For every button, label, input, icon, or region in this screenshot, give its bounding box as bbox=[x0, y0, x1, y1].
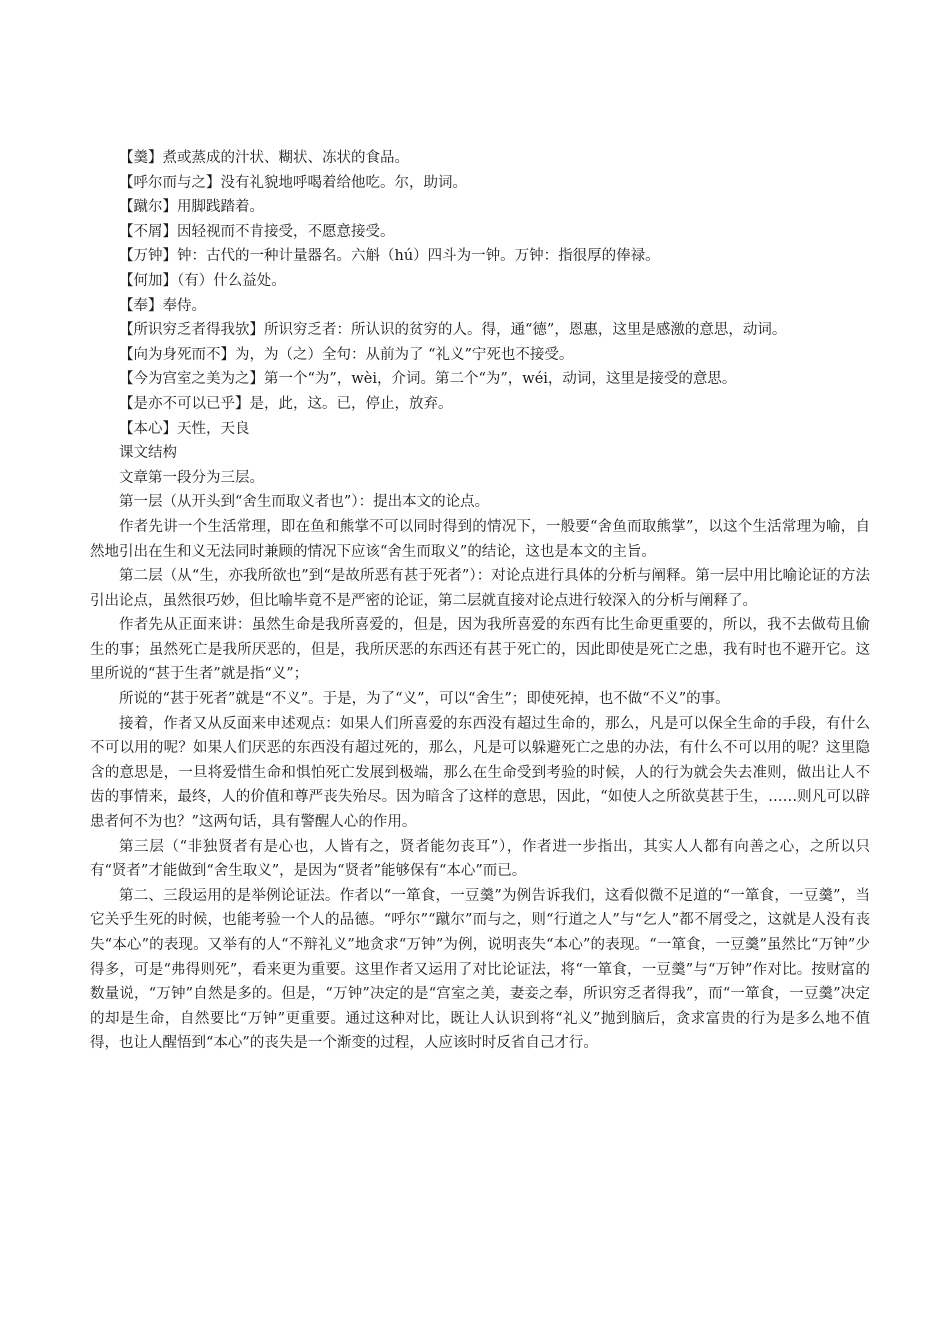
body-paragraph: 所说的“甚于死者”就是“不义”。于是，为了“义”，可以“舍生”；即使死掉，也不做“不义”的事。 bbox=[119, 691, 730, 708]
body-paragraph: 第二层（从“生，亦我所欲也”到“是故所恶有甚于死者”）：对论点进行具体的分析与阐释。第一层中用比喻论证的方法引出论点，虽然很巧妙，但比喻毕竟不是严密的论证，第二层就直接对论点进行较深入的分析与阐释了。 bbox=[90, 568, 870, 609]
section-title: 课文结构 bbox=[119, 445, 177, 462]
glossary-entry: 【不屑】因轻视而不肯接受，不愿意接受。 bbox=[119, 223, 395, 240]
glossary-entry: 【羹】煮或蒸成的汁状、糊状、冻状的食品。 bbox=[119, 150, 409, 166]
body-paragraph: 第三层（“非独贤者有是心也，人皆有之，贤者能勿丧耳”），作者进一步指出，其实人人都有向善之心，之所以只有“贤者”才能做到“舍生取义”，是因为“贤者”能够保有“本心”而已。 bbox=[90, 838, 870, 880]
document-page bbox=[90, 146, 870, 1056]
glossary-entry: 【本心】天性，天良 bbox=[119, 420, 250, 437]
glossary-entry: 【奉】奉侍。 bbox=[119, 297, 206, 314]
glossary-entry: 【蹴尔】用脚践踏着。 bbox=[119, 199, 264, 216]
body-paragraph: 作者先从正面来讲：虽然生命是我所喜爱的，但是，因为我所喜爱的东西有比生命更重要的，所以，我不去做苟且偷生的事；虽然死亡是我所厌恶的，但是，我所厌恶的东西还有甚于死亡的，因此即使是死亡之患，我有时也不避开它。这里所说的“甚于生者”就是指“义”； bbox=[90, 617, 870, 683]
glossary-entry: 【万钟】钟：古代的一种计量器名。六斛（hú）四斗为一钟。万钟：指很厚的俸禄。 bbox=[119, 248, 660, 265]
glossary-entry: 【何加】（有）什么益处。 bbox=[119, 272, 286, 289]
body-paragraph: 作者先讲一个生活常理，即在鱼和熊掌不可以同时得到的情况下，一般要“舍鱼而取熊掌”，以这个生活常理为喻，自然地引出在生和义无法同时兼顾的情况下应该“舍生而取义”的结论，这也是本文的主旨。 bbox=[90, 518, 870, 560]
body-paragraph: 第二、三段运用的是举例论证法。作者以“一箪食，一豆羹”为例告诉我们，这看似微不足道的“一箪食，一豆羹”，当它关乎生死的时候，也能考验一个人的品德。“呼尔”“蹴尔”而与之，则“行道之人”与“乞人”都不屑受之，这就是人没有丧失“本心”的表现。又举有的人“不辩礼义”地贪求“万钟”为例，说明丧失“本心”的表现。“一箪食，一豆羹”虽然比“万钟”少得多，可是“弗得则死”，看来更为重要。这里作者又运用了对比论证法，将“一箪食，一豆羹”与“万钟”作对比。按财富的数量说，“万钟”自然是多的。但是，“万钟”决定的是“宫室之美，妻妾之奉，所识穷乏者得我”，而“一箪食，一豆羹”决定的却是生命，自然要比“万钟”更重要。通过这种对比，既让人认识到将“礼义”抛到脑后，贪求富贵的行为是多么地不值得，也让人醒悟到“本心”的丧失是一个渐变的过程，人应该时时反省自己才行。 bbox=[90, 887, 870, 1052]
glossary-entry: 【所识穷乏者得我欤】所识穷乏者：所认识的贫穷的人。得，通“德”，恩惠，这里是感激的意思，动词。 bbox=[119, 322, 787, 339]
glossary-entry: 【呼尔而与之】没有礼貌地呼喝着给他吃。尔，助词。 bbox=[119, 174, 467, 191]
layer-heading: 第一层（从开头到“舍生而取义者也”）：提出本文的论点。 bbox=[119, 494, 490, 511]
section-intro: 文章第一段分为三层。 bbox=[119, 469, 264, 486]
glossary-entry: 【向为身死而不】为，为（之）全句：从前为了 “礼义”宁死也不接受。 bbox=[119, 346, 574, 363]
body-paragraph: 接着，作者又从反面来申述观点：如果人们所喜爱的东西没有超过生命的，那么，凡是可以保全生命的手段，有什么不可以用的呢？如果人们厌恶的东西没有超过死的，那么，凡是可以躲避死亡之患的办法，有什么不可以用的呢？这里隐含的意思是，一旦将爱惜生命和惧怕死亡发展到极端，那么在生命受到考验的时候，人的行为就会失去准则，做出让人不齿的事情来，最终，人的价值和尊严丧失殆尽。因为暗含了这样的意思，因此，“如使人之所欲莫甚于生，……则凡可以辟患者何不为也？”这两句话，具有警醒人心的作用。 bbox=[90, 715, 870, 831]
glossary-entry: 【今为宫室之美为之】第一个“为”，wèi，介词。第二个“为”，wéi，动词，这里是接受的意思。 bbox=[119, 371, 737, 388]
glossary-entry: 【是亦不可以已乎】是，此，这。已，停止，放弃。 bbox=[119, 395, 453, 412]
